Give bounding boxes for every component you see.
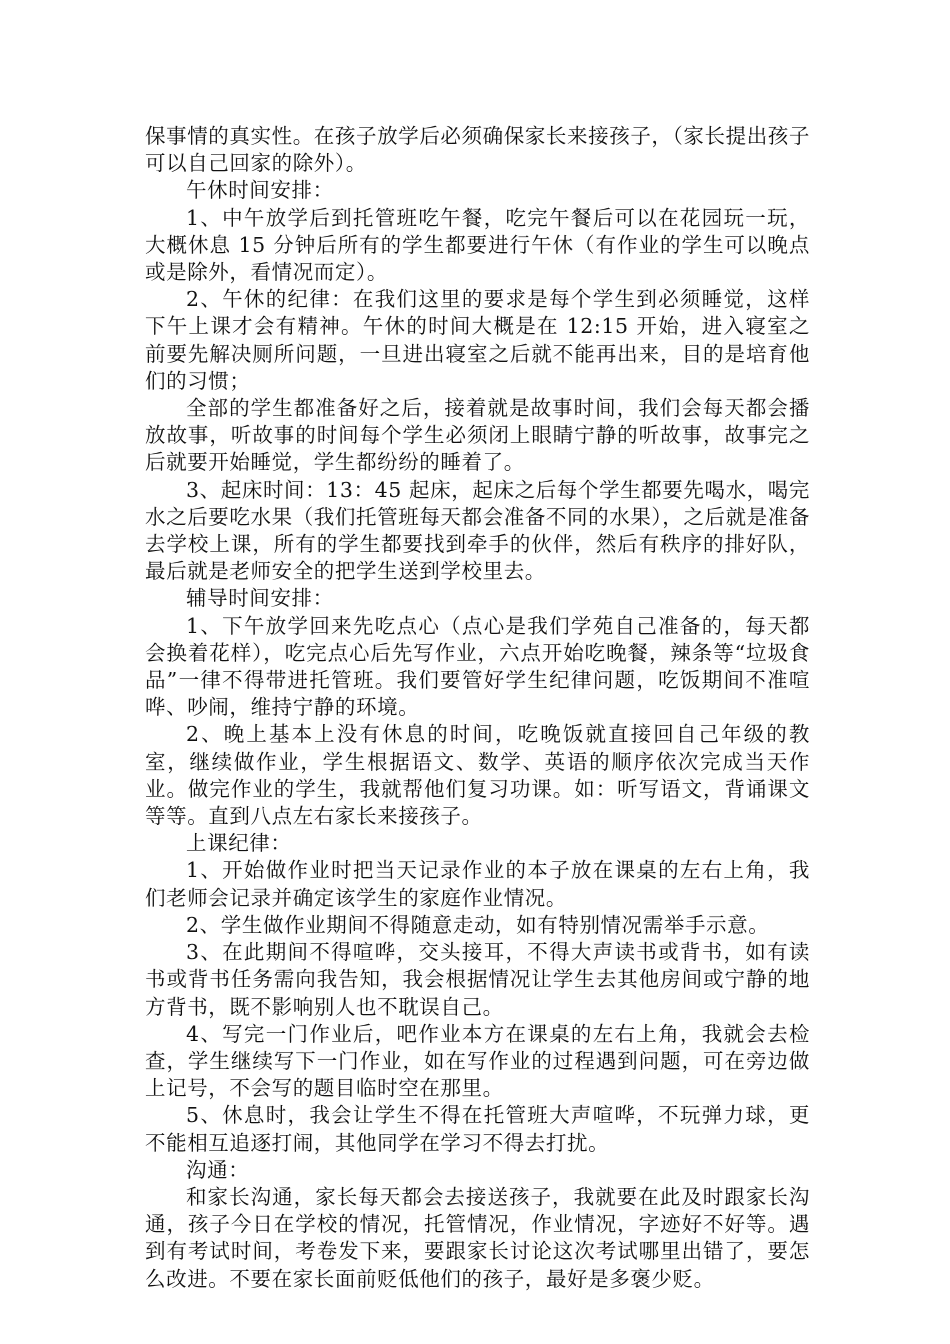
paragraph-story-time: 全部的学生都准备好之后，接着就是故事时间，我们会每天都会播放故事，听故事的时间每个学生必须闭上眼睛宁静的听故事，故事完之后就要开始睡觉，学生都纷纷的睡着了。	[145, 396, 810, 475]
paragraph-noon-lunch: 1、中午放学后到托管班吃午餐，吃完午餐后可以在花园玩一玩，大概休息 15 分钟后所有的学生都要进行午休（有作业的学生可以晚点或是除外，看情况而定）。	[145, 205, 810, 285]
paragraph-rule-3: 3、在此期间不得喧哗，交头接耳，不得大声读书或背书，如有读书或背书任务需向我告知，我会根据情况让学生去其他房间或宁静的地方背书，既不影响别人也不耽误自己。	[145, 940, 810, 1019]
paragraph-rule-2: 2、学生做作业期间不得随意走动，如有特别情况需举手示意。	[186, 912, 770, 937]
paragraph-afternoon-snack: 1、下午放学回来先吃点心（点心是我们学苑自己准备的，每天都会换着花样），吃完点心后先写作业，六点开始吃晚餐，辣条等“垃圾食品”一律不得带进托管班。我们要管好学生纪律问题，吃饭期间不准喧哗、吵闹，维持宁静的环境。	[145, 613, 810, 720]
section-heading-class-discipline: 上课纪律：	[186, 831, 292, 856]
paragraph-evening-homework: 2、晚上基本上没有休息的时间，吃晚饭就直接回自己年级的教室，继续做作业，学生根据语文、数学、英语的顺序依次完成当天作业。做完作业的学生，我就帮他们复习功课。如：听写语文，背诵课文等等。直到八点左右家长来接孩子。	[145, 722, 810, 829]
section-heading-communication: 沟通：	[186, 1157, 250, 1182]
document-body	[145, 123, 810, 1293]
paragraph-noon-discipline: 2、午休的纪律：在我们这里的要求是每个学生到必须睡觉，这样下午上课才会有精神。午休的时间大概是在 12:15 开始，进入寝室之前要先解决厕所问题，一旦进出寝室之后就不能再出来，目的是培育他们的习惯；	[145, 287, 810, 393]
paragraph-parent-communication: 和家长沟通，家长每天都会去接送孩子，我就要在此及时跟家长沟通，孩子今日在学校的情况，托管情况，作业情况，字迹好不好等。遇到有考试时间，考卷发下来，要跟家长讨论这次考试哪里出错了，要怎么改进。不要在家长面前贬低他们的孩子，最好是多褒少贬。	[145, 1184, 810, 1291]
paragraph-continuation: 保事情的真实性。在孩子放学后必须确保家长来接孩子，（家长提出孩子可以自己回家的除外）。	[145, 124, 810, 176]
paragraph-rule-4: 4、写完一门作业后，吧作业本方在课桌的左右上角，我就会去检查，学生继续写下一门作业，如在写作业的过程遇到问题，可在旁边做上记号，不会写的题目临时空在那里。	[145, 1021, 810, 1101]
paragraph-rule-5: 5、休息时，我会让学生不得在托管班大声喧哗，不玩弹力球，更不能相互追逐打闹，其他同学在学习不得去打扰。	[145, 1103, 810, 1155]
section-heading-noon-rest: 午休时间安排：	[186, 178, 334, 203]
paragraph-wake-up: 3、起床时间：13：45 起床，起床之后每个学生都要先喝水，喝完水之后要吃水果（我们托管班每天都会准备不同的水果），之后就是准备去学校上课，所有的学生都要找到牵手的伙伴，然后有秩序的排好队，最后就是老师安全的把学生送到学校里去。	[145, 477, 810, 584]
section-heading-tutoring: 辅导时间安排：	[186, 586, 334, 611]
paragraph-rule-1: 1、开始做作业时把当天记录作业的本子放在课桌的左右上角，我们老师会记录并确定该学生的家庭作业情况。	[145, 858, 810, 910]
